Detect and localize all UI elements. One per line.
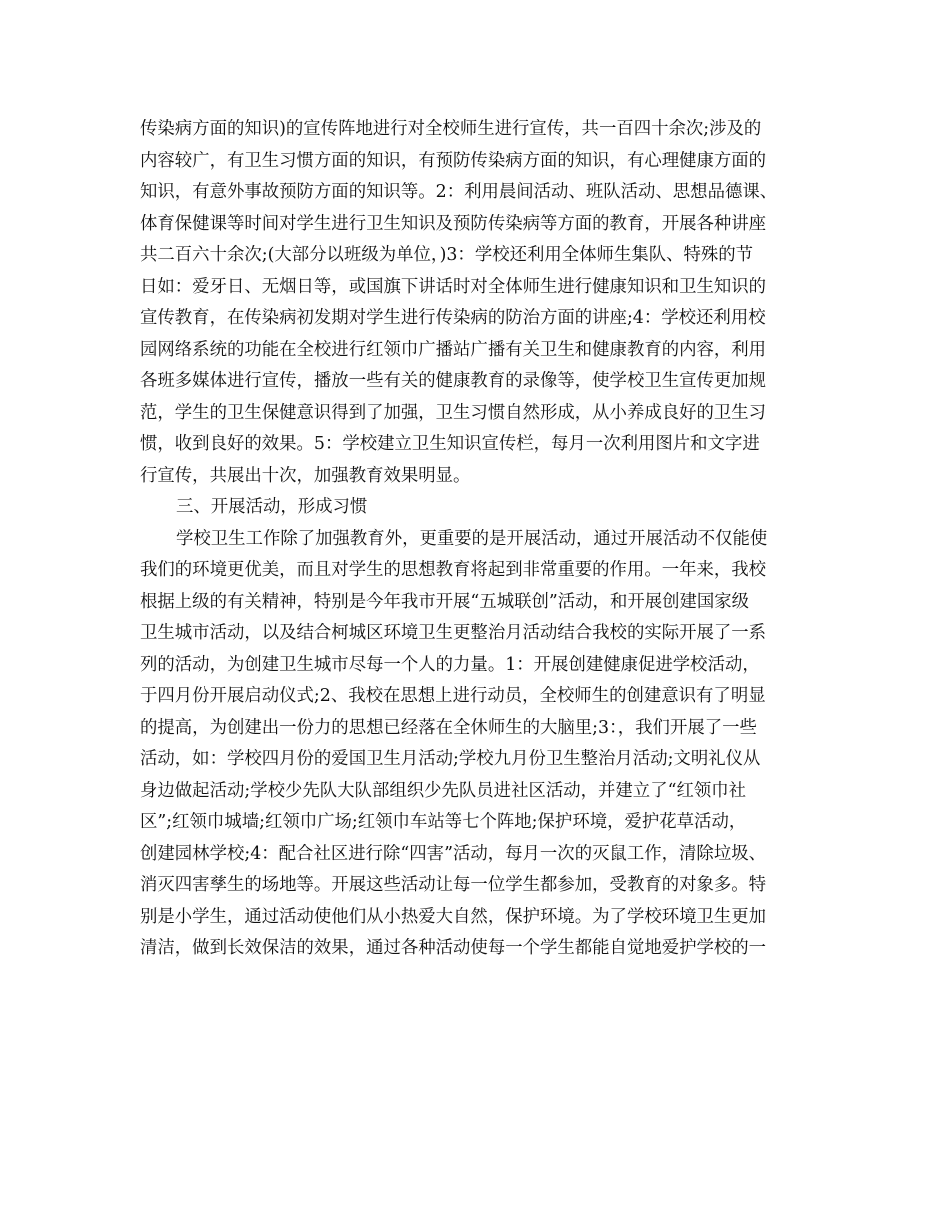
text-line: 日如：爱牙日、无烟日等，或国旗下讲话时对全体师生进行健康知识和卫生知识的 [140, 276, 767, 297]
text-line: 宣传教育，在传染病初发期对学生进行传染病的防治方面的讲座;4：学校还利用校 [140, 308, 766, 328]
text-line: 体育保健课等时间对学生进行卫生知识及预防传染病等方面的教育，开展各种讲座 [140, 213, 767, 234]
text-line: 内容较广，有卫生习惯方面的知识，有预防传染病方面的知识，有心理健康方面的 [140, 150, 767, 171]
text-line: 的提高，为创建出一份力的思想已经落在全休师生的大脑里;3：，我们开展了一些 [140, 717, 757, 738]
text-line: 根据上级的有关精神，特别是今年我市开展“五城联创”活动，和开展创建国家级 [140, 591, 750, 612]
text-line: 列的活动，为创建卫生城市尽每一个人的力量。1：开展创建健康促进学校活动， [140, 654, 760, 675]
paragraph-first-line: 学校卫生工作除了加强教育外，更重要的是开展活动，通过开展活动不仅能使 [176, 528, 768, 549]
text-line: 于四月份开展启动仪式;2、我校在思想上进行动员，全校师生的创建意识有了明显 [140, 686, 766, 706]
section-heading: 三、开展活动，形成习惯 [176, 497, 368, 517]
text-line: 惯，收到良好的效果。5：学校建立卫生知识宣传栏，每月一次利用图片和文字进 [140, 434, 760, 454]
text-line: 活动，如：学校四月份的爱国卫生月活动;学校九月份卫生整治月活动;文明礼仪从 [140, 749, 761, 769]
text-line: 清洁，做到长效保洁的效果，通过各种活动使每一个学生都能自觉地爱护学校的一 [140, 938, 767, 958]
text-line: 消灭四害孳生的场地等。开展这些活动让每一位学生都参加，受教育的对象多。特 [140, 875, 767, 895]
text-line: 我们的环境更优美，而且对学生的思想教育将起到非常重要的作用。一年来，我校 [140, 560, 767, 580]
text-line: 园网络系统的功能在全校进行红领巾广播站广播有关卫生和健康教育的内容，利用 [140, 339, 767, 360]
text-line: 传染病方面的知识)的宣传阵地进行对全校师生进行宣传，共一百四十余次;涉及的 [140, 119, 762, 139]
text-line: 知识，有意外事故预防方面的知识等。2：利用晨间活动、班队活动、思想品德课、 [140, 182, 778, 202]
text-line: 身边做起活动;学校少先队大队部组织少先队员进社区活动，并建立了“红领巾社 [140, 780, 747, 801]
text-line: 共二百六十余次;(大部分以班级为单位，)3：学校还利用全体师生集队、特殊的节 [140, 245, 754, 265]
text-line: 各班多媒体进行宣传，播放一些有关的健康教育的录像等，使学校卫生宣传更加规 [140, 371, 767, 391]
text-line: 区”;红领巾城墙;红领巾广场;红领巾车站等七个阵地;保护环境，爱护花草活动， [140, 812, 747, 832]
body-text [140, 114, 830, 965]
text-line: 创建园林学校;4：配合社区进行除“四害”活动，每月一次的灭鼠工作，清除垃圾、 [140, 843, 766, 864]
text-line: 范，学生的卫生保健意识得到了加强，卫生习惯自然形成，从小养成良好的卫生习 [140, 402, 767, 423]
text-line: 卫生城市活动，以及结合柯城区环境卫生更整治月活动结合我校的实际开展了一系 [140, 623, 767, 643]
text-line: 别是小学生，通过活动使他们从小热爱大自然，保护环境。为了学校环境卫生更加 [140, 906, 767, 927]
text-line: 行宣传，共展出十次，加强教育效果明显。 [140, 465, 471, 486]
